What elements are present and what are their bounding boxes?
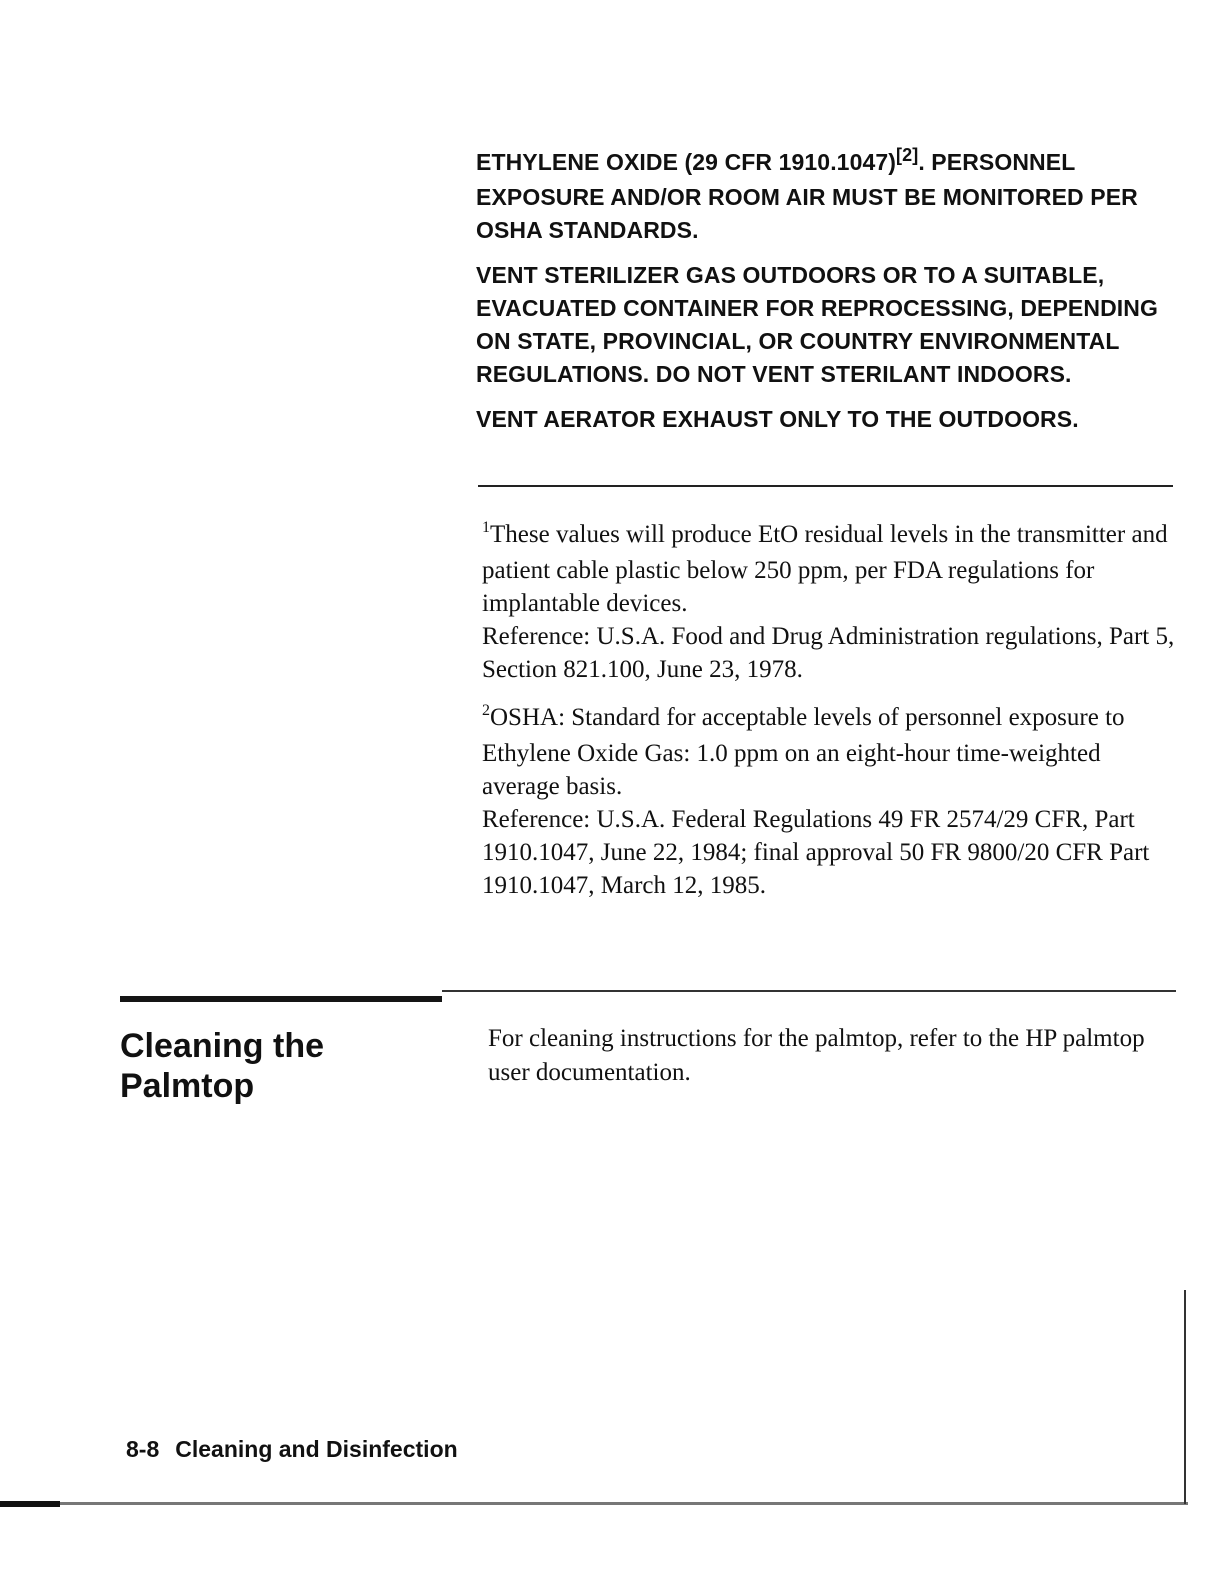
page-bottom-edge-mark bbox=[0, 1501, 60, 1507]
warning-divider bbox=[478, 485, 1173, 487]
footnote-reference-text: Reference: U.S.A. Federal Regulations 49 FR 2574/29 CFR, Part 1910.1047, June 22, 1984; final approval 50 FR 9800/20 CFR Part 1910.1047, March 12, 1985. bbox=[482, 806, 1150, 899]
warning-text-continued: . PERSONNEL EXPOSURE AND/OR ROOM AIR MUST BE MONITORED PER OSHA STANDARDS. bbox=[476, 149, 1138, 243]
page-footer bbox=[126, 1434, 458, 1464]
footnote-text: OSHA: Standard for acceptable levels of personnel exposure to Ethylene Oxide Gas: 1.0 ppm on an eight-hour time-weighted average basis. bbox=[482, 704, 1125, 800]
footnote-2 bbox=[482, 701, 1182, 902]
warning-paragraph-aerator: VENT AERATOR EXHAUST ONLY TO THE OUTDOORS. bbox=[476, 406, 1079, 432]
page-bottom-edge bbox=[0, 1502, 1188, 1505]
footnote-1 bbox=[482, 518, 1182, 686]
section-divider-heavy bbox=[120, 996, 442, 1002]
warning-paragraph-venting: VENT STERILIZER GAS OUTDOORS OR TO A SUITABLE, EVACUATED CONTAINER FOR REPROCESSING, DEPENDING ON STATE, PROVINCIAL, OR COUNTRY ENVIRONMENTAL REGULATIONS. DO NOT VENT STERILANT INDOORS. bbox=[476, 262, 1158, 387]
footnote-text: These values will produce EtO residual levels in the transmitter and patient cable plastic below 250 ppm, per FDA regulations for implantable devices. bbox=[482, 521, 1168, 617]
footnote-marker: 2 bbox=[482, 702, 490, 719]
chapter-title: Cleaning and Disinfection bbox=[175, 1436, 458, 1462]
footnotes bbox=[482, 518, 1182, 917]
warning-text: ETHYLENE OXIDE (29 CFR 1910.1047) bbox=[476, 149, 897, 175]
footnote-reference: [2] bbox=[896, 145, 919, 165]
warning-block bbox=[476, 146, 1176, 448]
footnote-marker: 1 bbox=[482, 519, 490, 536]
page-right-edge bbox=[1184, 1290, 1186, 1504]
section-heading: Cleaning the Palmtop bbox=[120, 1027, 325, 1105]
page-number: 8-8 bbox=[126, 1436, 160, 1462]
warning-paragraph-monitoring bbox=[476, 146, 1176, 247]
footnote-reference-text: Reference: U.S.A. Food and Drug Administration regulations, Part 5, Section 821.100, June 23, 1978. bbox=[482, 623, 1175, 683]
section-body-text: For cleaning instructions for the palmtop, refer to the HP palmtop user documentation. bbox=[488, 1025, 1145, 1086]
section-divider-light bbox=[442, 990, 1176, 992]
